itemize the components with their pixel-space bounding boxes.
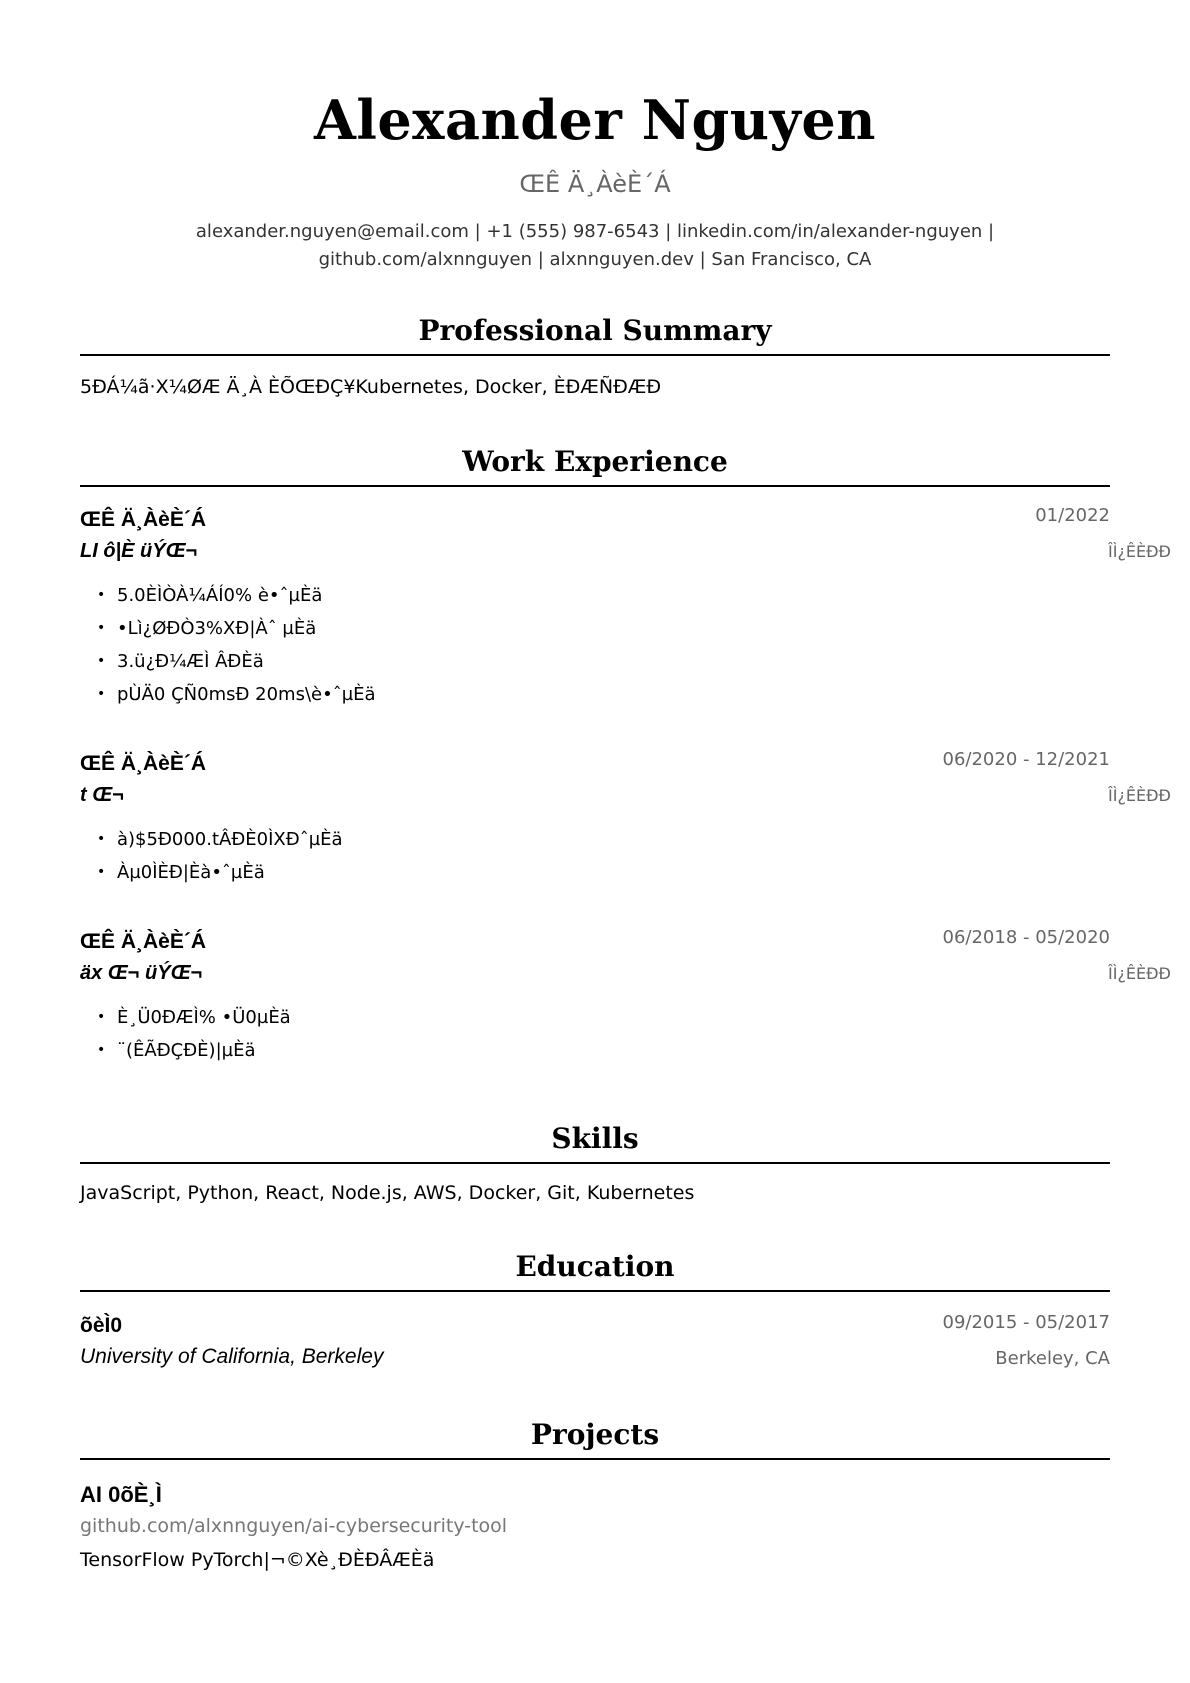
section-divider [80,485,1110,487]
education-school: University of California, Berkeley [80,1345,384,1368]
bullet-text: •Lì¿ØÐÒ3%XÐ|Àˆ µÈä [117,618,317,639]
job-company: t Œ¬ [80,784,124,806]
job-location: ÎÌ¿ÊÈÐÐ [1108,964,1171,983]
section-title-summary: Professional Summary [418,314,772,347]
bullet-text: ¨(ÊÃÐÇÐÈ)|µÈä [117,1040,256,1061]
project-name: AI 0õÈ¸Ì [80,1482,162,1507]
summary-text: 5ÐÁ¼ã·X¼ØÆ Ä¸À ÈÕŒÐÇ¥Kubernetes, Docker, ÈÐÆÑÐÆÐ [80,376,662,398]
education-degree: õèÌ0 [80,1314,123,1337]
bullet-text: 3.ü¿Ð¼ÆÌ ÂÐÈä [117,651,264,672]
job-date: 06/2020 - 12/2021 [942,749,1110,770]
contact-line-1: alexander.nguyen@email.com | +1 (555) 987-6543 | linkedin.com/in/alexander-nguyen | [195,221,995,242]
list-item: • à)$5Ð000.tÂÐÈ0ÌXÐˆµÈä [97,829,343,850]
candidate-headline: ŒÊ Ä¸ÀèÈ´Á [519,170,671,198]
contact-line-2: github.com/alxnnguyen | alxnnguyen.dev | San Francisco, CA [318,249,872,270]
job-company: äx Œ¬ üÝŒ¬ [80,962,203,984]
job-bullets [80,1001,980,1067]
job-bullets [80,823,980,889]
bullet-text: È¸Ü0ÐÆÌ% •Ü0µÈä [117,1007,291,1028]
section-divider [80,354,1110,356]
bullet-text: à)$5Ð000.tÂÐÈ0ÌXÐˆµÈä [117,829,343,850]
project-description: TensorFlow PyTorch|¬©Xè¸ÐÈÐÂÆÈä [80,1549,435,1571]
list-item: • 3.ü¿Ð¼ÆÌ ÂÐÈä [97,651,264,672]
job-title: ŒÊ Ä¸ÀèÈ´Á [80,508,207,531]
job-date: 01/2022 [1035,505,1110,526]
section-divider [80,1162,1110,1164]
list-item: • pÙÄ0 ÇÑ0msÐ 20ms\è•ˆµÈä [97,684,376,705]
job-location: ÎÌ¿ÊÈÐÐ [1108,542,1171,561]
education-date: 09/2015 - 05/2017 [942,1312,1110,1333]
list-item: • Àµ0ÌÈÐ|Èà•ˆµÈä [97,862,265,883]
section-divider [80,1290,1110,1292]
skills-text: JavaScript, Python, React, Node.js, AWS, Docker, Git, Kubernetes [80,1182,695,1204]
section-title-education: Education [515,1250,675,1283]
section-title-experience: Work Experience [462,445,728,478]
job-bullets [80,579,980,711]
job-title: ŒÊ Ä¸ÀèÈ´Á [80,930,207,953]
list-item: • •Lì¿ØÐÒ3%XÐ|Àˆ µÈä [97,618,317,639]
job-date: 06/2018 - 05/2020 [942,927,1110,948]
section-title-projects: Projects [530,1418,660,1451]
contact-info [150,218,1040,274]
job-location: ÎÌ¿ÊÈÐÐ [1108,786,1171,805]
list-item: • ¨(ÊÃÐÇÐÈ)|µÈä [97,1040,256,1061]
bullet-text: pÙÄ0 ÇÑ0msÐ 20ms\è•ˆµÈä [117,684,376,705]
job-title: ŒÊ Ä¸ÀèÈ´Á [80,752,207,775]
education-location: Berkeley, CA [995,1348,1110,1369]
list-item: • 5.0ÈÌÒÀ¼ÁÍ0% è•ˆµÈä [97,585,323,606]
section-title-skills: Skills [551,1122,639,1155]
section-divider [80,1458,1110,1460]
bullet-text: 5.0ÈÌÒÀ¼ÁÍ0% è•ˆµÈä [117,585,323,606]
bullet-text: Àµ0ÌÈÐ|Èà•ˆµÈä [117,862,265,883]
project-link[interactable]: github.com/alxnnguyen/ai-cybersecurity-tool [80,1515,508,1537]
job-company: LI ô|È üÝŒ¬ [80,540,198,562]
candidate-name: Alexander Nguyen [314,88,876,152]
list-item: • È¸Ü0ÐÆÌ% •Ü0µÈä [97,1007,291,1028]
